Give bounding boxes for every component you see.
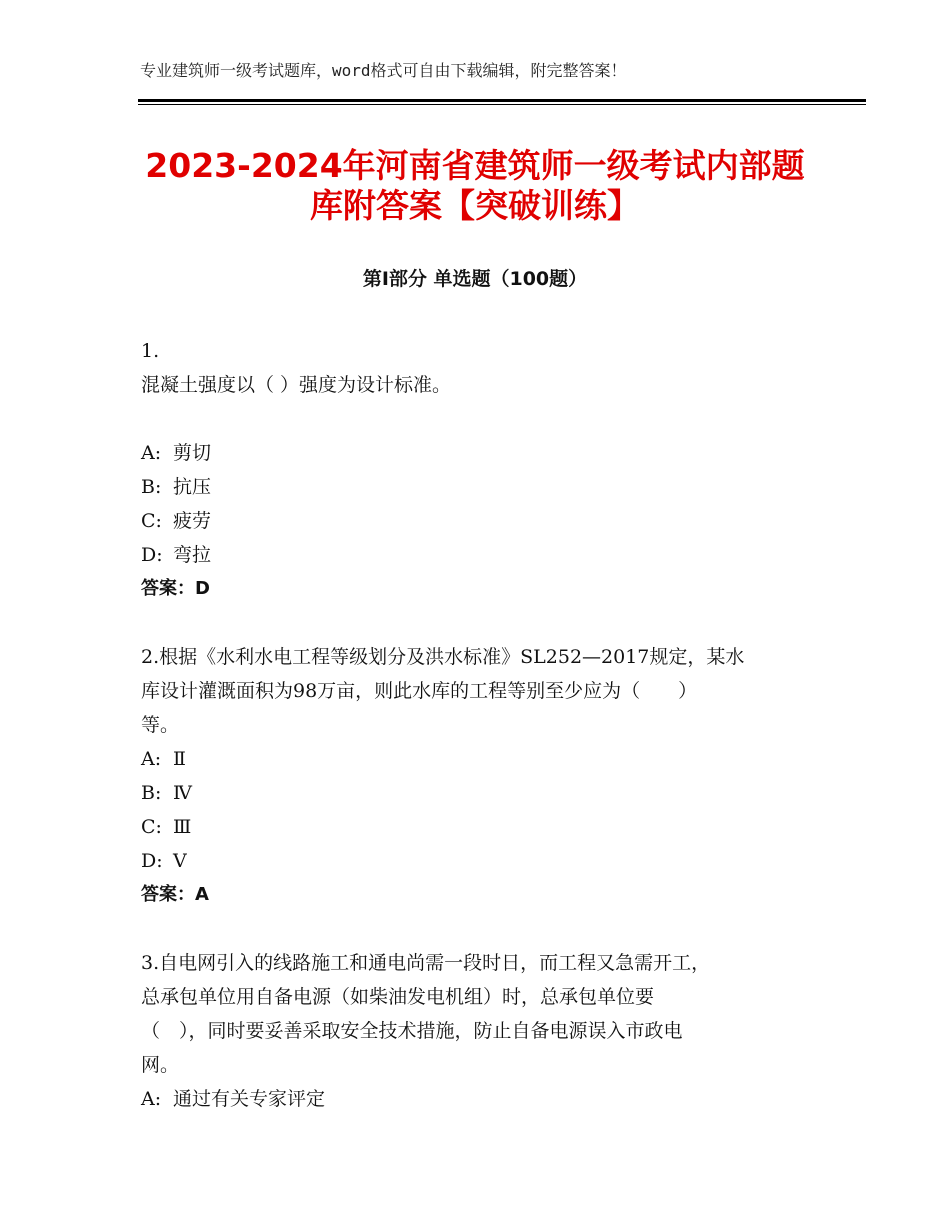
question-stem: 混凝土强度以（ ）强度为设计标准。 <box>141 374 452 396</box>
option-letter: D: <box>141 544 163 566</box>
option-text: Ⅳ <box>173 782 192 804</box>
option-text: 弯拉 <box>173 544 212 566</box>
question-stem-line-1 <box>141 640 821 674</box>
option-letter: C: <box>141 816 162 838</box>
option-text: 疲劳 <box>173 510 212 532</box>
question-1 <box>141 334 821 606</box>
question-number: 3. <box>141 952 160 974</box>
option-text: Ⅲ <box>173 816 192 838</box>
question-stem-text: 根据《水利水电工程等级划分及洪水标准》SL252—2017规定，某水 <box>159 646 745 668</box>
question-stem-line-4: 网。 <box>141 1054 180 1076</box>
option-text: Ⅱ <box>173 748 186 770</box>
question-stem-line-2: 库设计灌溉面积为98万亩，则此水库的工程等别至少应为（ ） <box>141 680 698 702</box>
question-3 <box>141 946 821 1116</box>
option-letter: B: <box>141 476 162 498</box>
option-a <box>141 436 821 470</box>
option-b <box>141 776 821 810</box>
question-number: 2. <box>141 646 160 668</box>
question-number: 1. <box>141 340 160 362</box>
option-letter: C: <box>141 510 162 532</box>
answer-label: 答案：A <box>141 884 209 905</box>
option-c <box>141 504 821 538</box>
question-stem-line-3: （ ），同时要妥善采取安全技术措施，防止自备电源误入市政电 <box>141 1020 683 1042</box>
section-heading: 第Ⅰ部分 单选题（100题） <box>362 268 588 290</box>
option-d <box>141 538 821 572</box>
option-text: 抗压 <box>173 476 212 498</box>
question-stem-line-3: 等。 <box>141 714 180 736</box>
document-title-line-1: 2023-2024年河南省建筑师一级考试内部题 <box>145 146 805 185</box>
option-letter: A: <box>141 748 162 770</box>
header-divider-thin <box>138 104 866 105</box>
document-title <box>120 146 830 226</box>
option-c <box>141 810 821 844</box>
question-2 <box>141 640 821 912</box>
question-list <box>141 334 821 1116</box>
answer-label: 答案：D <box>141 578 210 599</box>
option-b <box>141 470 821 504</box>
header-divider-thick <box>138 99 866 102</box>
option-a <box>141 742 821 776</box>
header-note: 专业建筑师一级考试题库，word格式可自由下载编辑，附完整答案！ <box>140 61 627 80</box>
option-letter: B: <box>141 782 162 804</box>
document-title-line-2: 库附答案【突破训练】 <box>310 186 640 225</box>
option-text: 通过有关专家评定 <box>173 1088 326 1110</box>
question-stem-text: 自电网引入的线路施工和通电尚需一段时日，而工程又急需开工， <box>159 952 711 974</box>
question-stem-line-2: 总承包单位用自备电源（如柴油发电机组）时，总承包单位要 <box>141 986 655 1008</box>
question-stem-line-1 <box>141 946 821 980</box>
option-letter: A: <box>141 1088 162 1110</box>
option-letter: D: <box>141 850 163 872</box>
option-text: Ⅴ <box>173 850 187 872</box>
option-d <box>141 844 821 878</box>
option-text: 剪切 <box>173 442 212 464</box>
option-letter: A: <box>141 442 162 464</box>
option-a <box>141 1082 821 1116</box>
